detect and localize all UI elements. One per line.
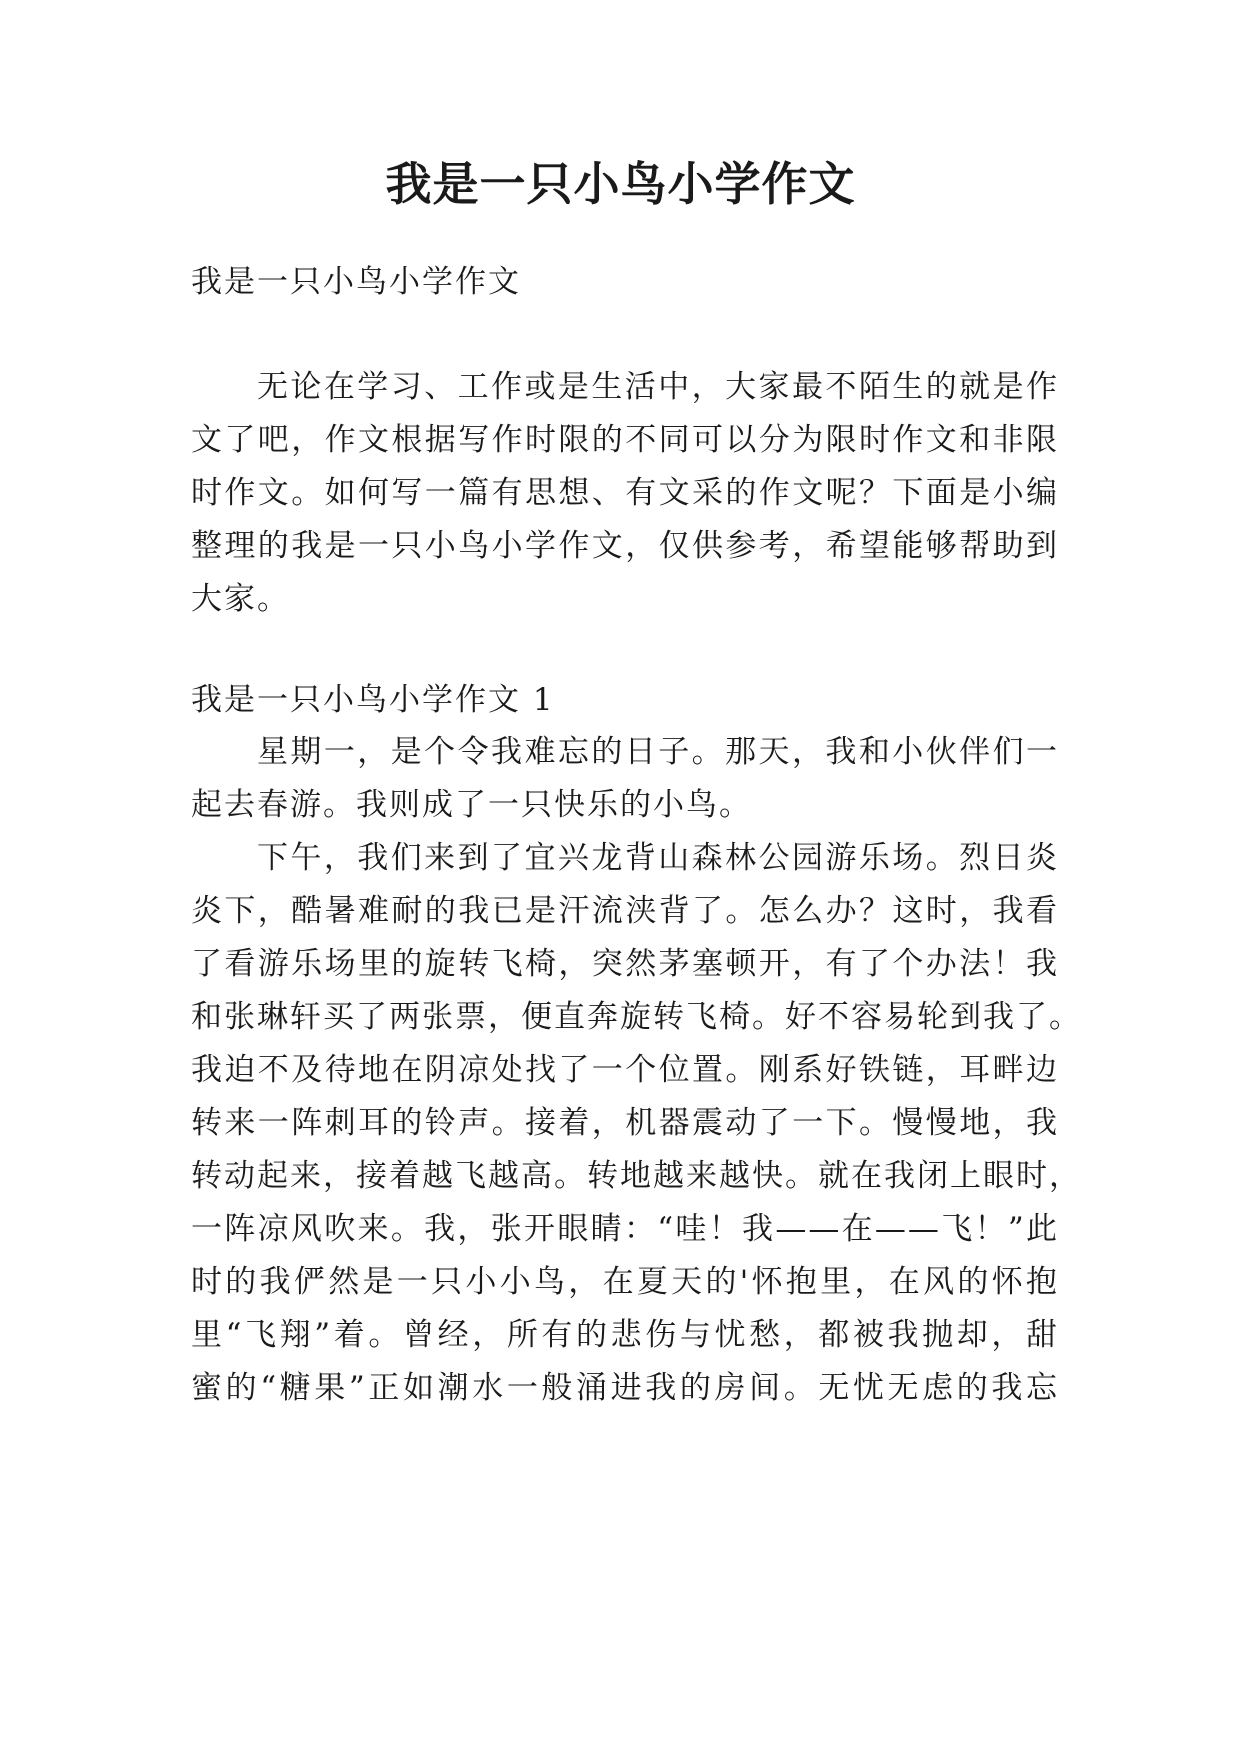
paragraph-line: 炎下，酷暑难耐的我已是汗流浃背了。怎么办？这时，我看 (191, 893, 1059, 929)
paragraph-line: 和张琳轩买了两张票，便直奔旋转飞椅。好不容易轮到我了。 (191, 999, 1082, 1035)
subtitle: 我是一只小鸟小学作文 (191, 264, 521, 300)
intro-line: 文了吧，作文根据写作时限的不同可以分为限时作文和非限 (191, 422, 1059, 458)
paragraph-line: 蜜的“糖果”正如潮水一般涌进我的房间。无忧无虑的我忘 (191, 1370, 1059, 1406)
section-heading: 我是一只小鸟小学作文 1 (191, 682, 555, 718)
paragraph-line: 里“飞翔”着。曾经，所有的悲伤与忧愁，都被我抛却，甜 (191, 1317, 1059, 1353)
intro-line: 整理的我是一只小鸟小学作文，仅供参考，希望能够帮助到 (191, 528, 1059, 564)
intro-line: 无论在学习、工作或是生活中，大家最不陌生的就是作 (257, 369, 1059, 405)
paragraph-line: 转动起来，接着越飞越高。转地越来越快。就在我闭上眼时， (191, 1158, 1082, 1194)
intro-line: 大家。 (191, 581, 290, 617)
document-title: 我是一只小鸟小学作文 (385, 157, 856, 211)
paragraph-line: 了看游乐场里的旋转飞椅，突然茅塞顿开，有了个办法！我 (191, 946, 1059, 982)
paragraph-line: 一阵凉风吹来。我，张开眼睛：“哇！我——在——飞！”此 (191, 1211, 1059, 1247)
intro-line: 时作文。如何写一篇有思想、有文采的作文呢？下面是小编 (191, 475, 1059, 511)
paragraph-line: 转来一阵刺耳的铃声。接着，机器震动了一下。慢慢地，我 (191, 1105, 1059, 1141)
paragraph-line: 时的我俨然是一只小小鸟，在夏天的'怀抱里，在风的怀抱 (191, 1264, 1059, 1300)
paragraph-line: 星期一，是个令我难忘的日子。那天，我和小伙伴们一 (257, 734, 1059, 770)
paragraph-line: 下午，我们来到了宜兴龙背山森林公园游乐场。烈日炎 (257, 840, 1059, 876)
paragraph-line: 起去春游。我则成了一只快乐的小鸟。 (191, 787, 752, 823)
paragraph-line: 我迫不及待地在阴凉处找了一个位置。刚系好铁链，耳畔边 (191, 1052, 1059, 1088)
